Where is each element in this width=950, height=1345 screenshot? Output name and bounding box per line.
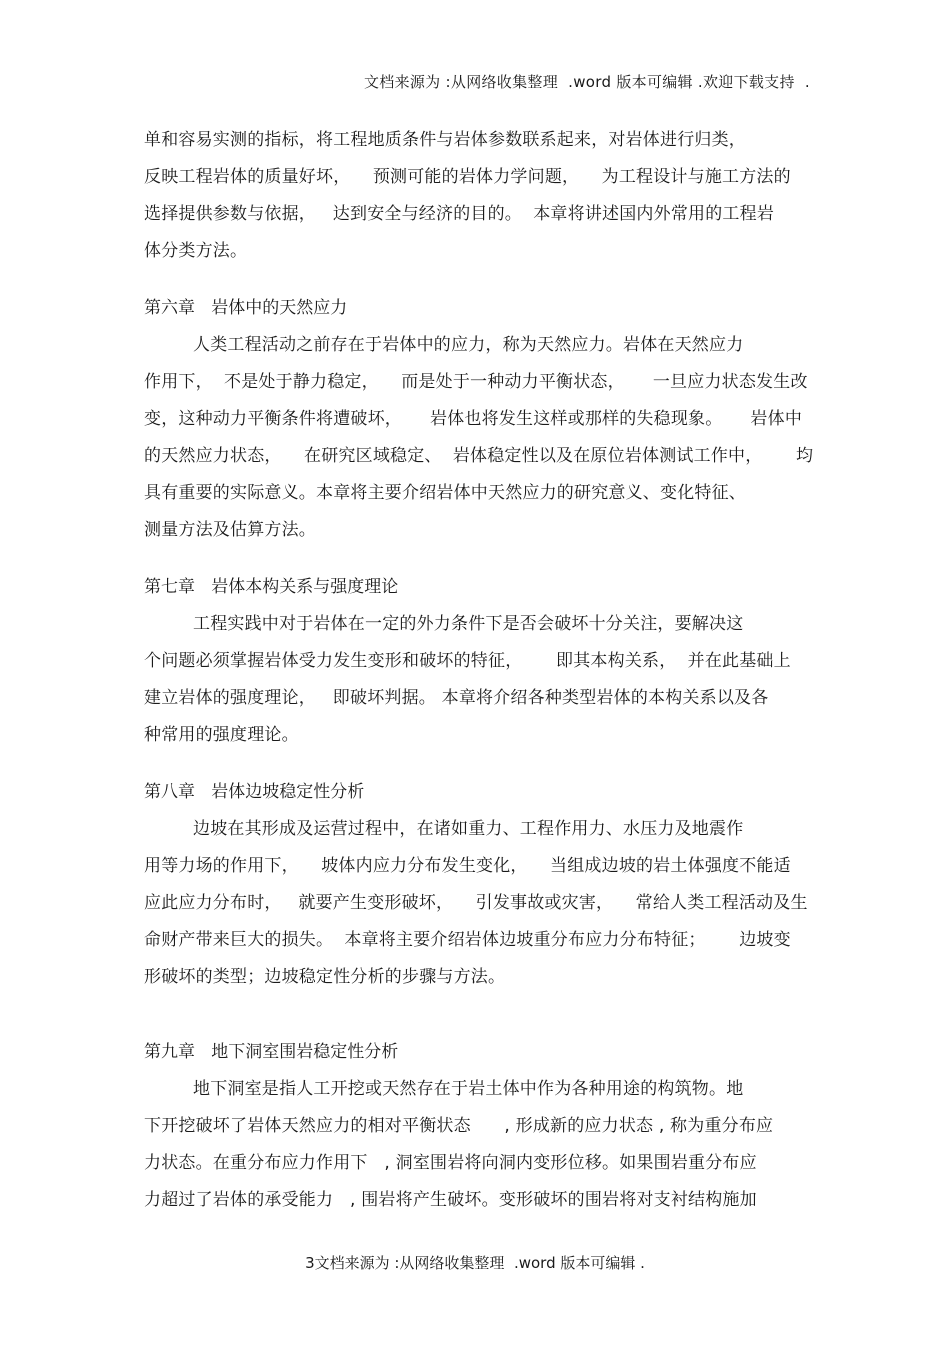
page-footer: 3文档来源为 :从网络收集整理 .word 版本可编辑 . (305, 1254, 645, 1272)
document-body (144, 122, 824, 1219)
paragraph-line: 的天然应力状态， 在研究区域稳定、 岩体稳定性以及在原位岩体测试工作中， 均 (144, 446, 814, 466)
paragraph-line: 个问题必须掌握岩体受力发生变形和破坏的特征， 即其本构关系， 并在此基础上 (144, 651, 791, 671)
chapter-8-section (144, 774, 824, 996)
chapter-9-section (144, 1034, 824, 1219)
chapter-heading: 第九章 地下洞室围岩稳定性分析 (144, 1042, 399, 1062)
paragraph-line: 建立岩体的强度理论， 即破坏判据。 本章将介绍各种类型岩体的本构关系以及各 (144, 688, 769, 708)
paragraph-line: 选择提供参数与依据， 达到安全与经济的目的。 本章将讲述国内外常用的工程岩 (144, 204, 775, 224)
paragraph-line: 应此应力分布时， 就要产生变形破坏， 引发事故或灾害， 常给人类工程活动及生 (144, 893, 808, 913)
intro-paragraph (144, 122, 824, 270)
paragraph-line: 工程实践中对于岩体在一定的外力条件下是否会破坏十分关注，要解决这 (193, 614, 744, 634)
chapter-7-section (144, 569, 824, 754)
paragraph-line: 下开挖破坏了岩体天然应力的相对平衡状态 , 形成新的应力状态 , 称为重分布应 (144, 1116, 774, 1136)
paragraph-line: 边坡在其形成及运营过程中，在诸如重力、工程作用力、水压力及地震作 (193, 819, 744, 839)
paragraph-line: 变，这种动力平衡条件将遭破坏， 岩体也将发生这样或那样的失稳现象。 岩体中 (144, 409, 803, 429)
chapter-heading: 第六章 岩体中的天然应力 (144, 298, 348, 318)
paragraph-line: 命财产带来巨大的损失。 本章将主要介绍岩体边坡重分布应力分布特征； 边坡变 (144, 930, 791, 950)
page-header: 文档来源为 :从网络收集整理 .word 版本可编辑 .欢迎下载支持 . (363, 73, 810, 91)
chapter-6-section (144, 290, 824, 549)
paragraph-line: 体分类方法。 (144, 241, 248, 261)
paragraph-line: 作用下， 不是处于静力稳定， 而是处于一种动力平衡状态， 一旦应力状态发生改 (144, 372, 808, 392)
paragraph-line: 反映工程岩体的质量好坏， 预测可能的岩体力学问题， 为工程设计与施工方法的 (144, 167, 791, 187)
paragraph-line: 用等力场的作用下， 坡体内应力分布发生变化， 当组成边坡的岩土体强度不能适 (144, 856, 791, 876)
paragraph-line: 种常用的强度理论。 (144, 725, 299, 745)
paragraph-line: 力超过了岩体的承受能力 , 围岩将产生破坏。变形破坏的围岩将对支衬结构施加 (144, 1190, 757, 1210)
paragraph-line: 形破坏的类型；边坡稳定性分析的步骤与方法。 (144, 967, 506, 987)
paragraph-line: 力状态。在重分布应力作用下 , 洞室围岩将向洞内变形位移。如果围岩重分布应 (144, 1153, 757, 1173)
chapter-heading: 第八章 岩体边坡稳定性分析 (144, 782, 365, 802)
paragraph-line: 测量方法及估算方法。 (144, 520, 316, 540)
chapter-heading: 第七章 岩体本构关系与强度理论 (144, 577, 399, 597)
paragraph-line: 人类工程活动之前存在于岩体中的应力，称为天然应力。岩体在天然应力 (193, 335, 744, 355)
paragraph-line: 单和容易实测的指标，将工程地质条件与岩体参数联系起来，对岩体进行归类， (144, 130, 746, 150)
paragraph-line: 具有重要的实际意义。本章将主要介绍岩体中天然应力的研究意义、变化特征、 (144, 483, 746, 503)
paragraph-line: 地下洞室是指人工开挖或天然存在于岩土体中作为各种用途的构筑物。地 (193, 1079, 744, 1099)
